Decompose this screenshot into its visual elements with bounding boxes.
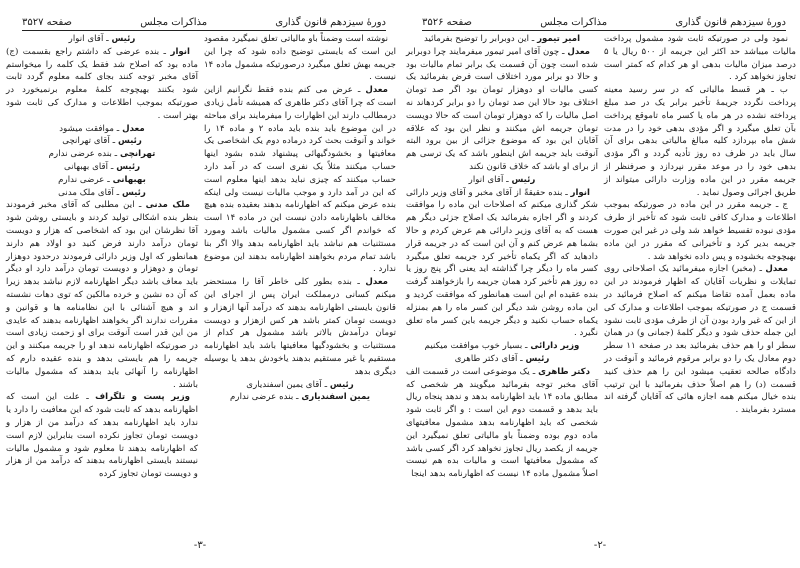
speaker-paragraph: معدل ـ بنده بطور کلی خاطر آقا را مستحضر میکنم کسانی درمملکت ایران پس از اجرای این قانون بایستی اظهارنامه بدهند که درآمد آنها ازهزار و دویست تومان کمتر باشد هر کس ازهزار و دویست تومان درآمدش بالاتر باشد مشمول هر کدام از مستثنیات و بخشودگیها معافیتها باشد باید اظهارنامه مستقیم یا غیر مستقیم بدهند یاخودش بدهد یا بوسیله دیگری بدهد xyxy=(204,277,396,377)
paragraph-text: آقای تهرانچی xyxy=(62,136,110,147)
speaker-paragraph: یمین اسفندیاری ـ بنده عرضی ندارم xyxy=(230,392,370,403)
speaker-name: رئیس xyxy=(117,136,142,147)
text-column-right xyxy=(604,33,796,417)
paragraph-text: ب ـ هر قسط مالیاتی که در سر رسید معینه پرداخت نگردد جریمهٔ تأخیر برابر یک در صد مبلغ پرداخته نشده در هر ماه یا کسر ماه تاموقع پرداخت بآن تعلق میگیرد و اگر مؤدی بدهی خود را در مدت شش ماه بپردازد کلیه مبالغ مالیاتی بدهی برای آن سال باید در ظرف ده روز تأدیه گردد و اگر مؤدی بدهی خود را در موعد مقرر نپردازد و صرفنظر از جریمه مقرر در این ماده وزارت دارائی میتواند از طریق اجرائی وصول نماید . xyxy=(604,85,796,198)
speaker-paragraph: انوار ـ بنده حقیقةً از آقای مخبر و آقای وزیر دارائی شکر گذاری میکنم که اصلاحات این ماده را موافقت کردند و اگر اجازه بفرمائید یک اصلاح جزئی دیگر هم هست که به آقای وزیر دارائی هم عرض کردم و حالا بشما هم عرض کنم و آن این است که در جریمه قرار دادهاید که اگر یکماه تأخیر کرد جریمه تعلق میگیرد کسر ماه را دیگر چرا گذاشته اید یعنی اگر پنج روز یا ده روز هم تأخیر کرد همان جریمه را بازخواهند گرفت بنده عقیده ام این است همانطور که موافقت کردید و این ماده روشن شد دیگر این کسر ماه را هم بمنزله یکماه حساب نکنید و دیگر جریمه باین کسر ماه تعلق نگیرد . xyxy=(406,187,598,339)
paragraph xyxy=(204,33,396,84)
speaker-name: رئیس xyxy=(511,174,536,185)
paragraph-text: چون آقای امیر تیمور میفرمایند چرا دوبرابر شده است چون آن قسمت یک برابر تمام مالیات بود و حالا دو برابر مورد اختلاف است فرض بفرمائید یک کسی مالیات او دوهزار تومان بود اگر صد تومان اختلاف بود حالا این صد تومان را دو برابر کردهاند نه اصل مالیات را که دوهزار تومان است که حالا دویست تومان جریمه اش میکنند و نظر این بود که علاقه آقایان این بود که موضوع جزائی از بین برود البته آنوقت باید جریمه اش اینطور باشد که یک ترسی هم از برای او باشد که خلاف قانون نکند xyxy=(406,46,598,172)
page-number: -۲- xyxy=(593,540,607,551)
speaker-name: ملک مدنی xyxy=(145,200,190,211)
speaker-name: یمین اسفندیاری xyxy=(301,392,370,403)
paragraph-text: آقای ملک مدنی xyxy=(58,187,114,198)
page-label: صفحه ۳۵۲۷ xyxy=(22,17,73,28)
paragraph xyxy=(604,84,796,199)
speaker-paragraph: رئیس ـ آقای دکتر طاهری xyxy=(454,353,550,364)
session-title: دورهٔ سیزدهم قانون گذاری xyxy=(675,17,786,28)
speaker-paragraph: رئیس ـ آقای ملک مدنی xyxy=(58,187,146,198)
paragraph-text: بسیار خوب موافقت میکنیم xyxy=(424,341,523,352)
speaker-paragraph: معدل ـ موافقت میشود xyxy=(59,123,145,134)
paragraph-text: بنده حقیقةً از آقای مخبر و آقای وزیر دارائی شکر گذاری میکنم که اصلاحات این ماده را موافقت کردند و اگر اجازه بفرمائید یک اصلاح جزئی دیگر هم هست که به آقای وزیر دارائی هم عرض کردم و حالا بشما هم عرض کنم و آن این است که در جریمه قرار دادهاید که اگر یکماه تأخیر کرد جریمه تعلق میگیرد کسر ماه را دیگر چرا گذاشته اید یعنی اگر پنج روز یا ده روز هم تأخیر کرد همان جریمه را بازخواهند گرفت بنده عقیده ام این است همانطور که موافقت کردید و این ماده روشن شد دیگر این کسر ماه را هم بمنزله یکماه حساب نکنید و دیگر جریمه باین کسر ماه تعلق نگیرد . xyxy=(406,187,598,339)
paragraph-text: موافقت میشود xyxy=(59,123,115,134)
paragraph-text: (مخبر) اجازه میفرمائید یک اصلاحاتی روی تمایلات و نظریات آقایان که اظهار فرمودند در این ماده بعمل آمده تقاضا میکنم که اصلاح فرمائید در قسمت ج در صورتیکه بموجب اطلاعات و مدارک کی از این که غیر وارد بودن آن از طرف مؤدی ثابت نشود این جمله حذف شود و دیگر کلمهٔ (جمانی و) در همان سطر او را هم حذف بفرمائید بعد در صفحه ۱۱ سطر دوم معادل یک را دو برابر مرقوم فرمائید و آنوقت در دادگاه صالحه تعقیب میشود این را هم حذف کنید قسمت (د) را هم اصلاً حذف بفرمائید با این ترتیب بنده خیال میکنم همه اجازه هائی که آقایان گرفته اند مسترد بفرمایند . xyxy=(604,264,796,416)
speaker-name: وزیر دارائی xyxy=(530,341,580,352)
speaker-paragraph: وزیر پست و تلگراف ـ علت این است که اظهارنامه بدهد که ثابت شود که این معافیت را دارد یا ندارد باید اظهارنامه بدهد که درآمد من از هزار و دویست تومان تجاوز نکرده است بنابراین لازم است که اظهارنامه بدهند تا معلوم شود و مشمول مالیات نیستند بایستی اظهارنامه بدهند که درآمد من از هزار و دویست تومان تجاوز کرده xyxy=(6,392,198,480)
speaker-paragraph: انوار ـ بنده عرضی که داشتم راجع بقسمت (ج) ماده بود که اصلاح شد فقط یک کلمه را میخواستم آقای مخبر توجه کنند بجای کلمه معلوم گردد ثابت شود بکنند بهیچوجه کلمهٔ معلوم برنمیخورد در صورتیکه بموجب اطلاعات و مدارک کی ثابت شود بهتر است . xyxy=(6,46,198,121)
speaker-name: معدل xyxy=(365,85,388,96)
paragraph-text: نوشته است وضمناً باو مالیاتی تعلق نمیگیرد مقصود این است که بایستی توضیح داده شود که چرا این جریمه بهش تعلق میگیرد درصورتیکه مشمول ماده ۱۴ نیست . xyxy=(204,34,396,83)
paragraph-text: بنده عرضی ندارم xyxy=(230,392,294,403)
paragraph-text: بنده بطور کلی خاطر آقا را مستحضر میکنم کسانی درمملکت ایران پس از اجرای این قانون بایستی اظهارنامه بدهند که درآمد آنها ازهزار و دویست تومان کمتر باشد هر کس ازهزار و دویست تومان درآمدش بالاتر باشد مشمول هر کدام از مستثنیات و بخشودگیها معافیتها باشد باید اظهارنامه مستقیم یا غیر مستقیم بدهند یاخودش بدهد یا بوسیله دیگری بدهد xyxy=(204,277,396,377)
paragraph-text: بنده عرضی که داشتم راجع بقسمت (ج) ماده بود که اصلاح شد فقط یک کلمه را میخواستم آقای مخبر توجه کنند بجای کلمه معلوم گردد ثابت شود بکنند بهیچوجه کلمهٔ معلوم برنمیخورد در صورتیکه بموجب اطلاعات و مدارک کی ثابت شود بهتر است . xyxy=(6,46,198,121)
paragraph xyxy=(604,33,796,84)
speaker-name: معدل xyxy=(365,277,388,288)
session-title: دورهٔ سیزدهم قانون گذاری xyxy=(275,17,386,28)
page-number: -۳- xyxy=(193,540,207,551)
speaker-name: تهرانچی xyxy=(120,149,156,160)
speaker-name: رئیس xyxy=(329,379,354,390)
speaker-name: انوار xyxy=(170,46,190,57)
speaker-paragraph: بهبهانی ـ عرضی ندارم xyxy=(58,174,146,185)
paragraph-text: این دوبرابر را توضیح بفرمائید xyxy=(423,34,529,44)
page-3526 xyxy=(400,0,800,568)
speaker-paragraph: رئیس ـ آقای انوار xyxy=(68,34,136,44)
speaker-name: امیر تیمور xyxy=(537,34,581,44)
paragraph xyxy=(604,199,796,263)
paragraph-text: آقای انوار xyxy=(468,174,504,185)
speaker-name: وزیر پست و تلگراف xyxy=(95,392,190,403)
speaker-paragraph: امیر تیمور ـ این دوبرابر را توضیح بفرمائید xyxy=(423,34,581,44)
paragraph-text: علت این است که اظهارنامه بدهد که ثابت شود که این معافیت را دارد یا ندارد باید اظهارنامه بدهد که درآمد من از هزار و دویست تومان تجاوز نکرده است بنابراین لازم است که اظهارنامه بدهند تا معلوم شود و مشمول مالیات نیستند بایستی اظهارنامه بدهند که درآمد من از هزار و دویست تومان تجاوز کرده xyxy=(6,392,198,480)
speaker-paragraph: وزیر دارائی ـ بسیار خوب موافقت میکنیم xyxy=(424,341,580,352)
speaker-paragraph: رئیس ـ آقای تهرانچی xyxy=(62,136,142,147)
speaker-name: دکتر طاهری xyxy=(538,366,590,377)
speaker-paragraph: معدل ـ (مخبر) اجازه میفرمائید یک اصلاحاتی روی تمایلات و نظریات آقایان که اظهار فرمودند در این ماده بعمل آمده تقاضا میکنم که اصلاح فرمائید در قسمت ج در صورتیکه بموجب اطلاعات و مدارک کی از این که غیر وارد بودن آن از طرف مؤدی ثابت نشود این جمله حذف شود و دیگر کلمهٔ (جمانی و) در همان سطر او را هم حذف بفرمائید بعد در صفحه ۱۱ سطر دوم معادل یک را دو برابر مرقوم فرمائید و آنوقت در دادگاه صالحه تعقیب میشود این را هم حذف کنید قسمت (د) را هم اصلاً حذف بفرمائید با این ترتیب بنده خیال میکنم همه اجازه هائی که آقایان گرفته اند مسترد بفرمایند . xyxy=(604,264,796,416)
paragraph-text: این مطلبی که آقای مخبر فرمودند بنظر بنده اشکالی تولید کردند و بایستی روشن شود آقا نظرشان این بود که اشخاصی که هزار و دویست تومان درآمد دارند فرض کنید دو اولاد هم دارند همانطور که اول وزیر دارائی فرمودند درحدود دوهزار تومان و دوهزار و دویست تومان درآمد دارد او دیگر باید معاف باشد دیگر اظهارنامه لازم نباشد بدهد زیرا که آن ده نشین و خرده مالکین که توی دهات نشسته اند و هیچ آشنائی با این نظامنامه ها و قوانین و مقررات ندارند اگر بخواهند اظهارنامه بدهند که عایدی من این قدر است آنوقت برای او زحمت زیادی است در صورتیکه اظهارنامه ندهد او را جریمه میکنند و این جریمه را هم بایستی بدهد و بنده عقیده دارم که اظهارنامه را آنهائی باید بدهند که مشمول مالیات باشند . xyxy=(6,200,198,390)
speaker-name: رئیس xyxy=(121,187,146,198)
text-column-left xyxy=(6,33,198,481)
paragraph-text: ج ـ جریمه مقرر در این ماده در صورتیکه بموجب اطلاعات و مدارک کافی ثابت شود که تأخیر از طرف مؤدی نبوده تقسیط خواهد شد ولی در غیر این صورت جریمه بدیر کرد و تأخیرانی که مقرر در این ماده بهیچوجه بخشوده و پس داده نخواهد شد . xyxy=(604,200,796,262)
speaker-paragraph: رئیس ـ آقای یمین اسفندیاری xyxy=(246,379,354,390)
paragraph-text: آقای یمین اسفندیاری xyxy=(246,379,322,390)
speaker-name: معدل xyxy=(567,46,590,57)
speaker-name: رئیس xyxy=(525,353,550,364)
speaker-paragraph: ملک مدنی ـ این مطلبی که آقای مخبر فرمودند بنظر بنده اشکالی تولید کردند و بایستی روشن شود آقا نظرشان این بود که اشخاصی که هزار و دویست تومان درآمد دارند فرض کنید دو اولاد هم دارند همانطور که اول وزیر دارائی فرمودند درحدود دوهزار تومان و دوهزار و دویست تومان درآمد دارد او دیگر باید معاف باشد دیگر اظهارنامه لازم نباشد بدهد زیرا که آن ده نشین و خرده مالکین که توی دهات نشسته اند و هیچ آشنائی با این نظامنامه ها و قوانین و مقررات ندارند اگر بخواهند اظهارنامه بدهند که عایدی من این قدر است آنوقت برای او زحمت زیادی است در صورتیکه اظهارنامه ندهد او را جریمه میکنند و این جریمه را هم بایستی بدهد و بنده عقیده دارم که اظهارنامه را آنهائی باید بدهند که مشمول مالیات باشند . xyxy=(6,200,198,390)
paragraph-text: عرض می کنم بنده فقط نگرانیم ازاین است که چرا آقای دکتر طاهری که همیشه تأمل زیادی درمطالب دارند این اظهارات را میفرمایند برای مباحثه در این موضوع باید بنده باید ماده ۲ و ماده ۱۴ را خواند و آنوقت بحث کرد درماده دوم یک اشخاصی یک معافیتها و بخشودگیهائی پیشنهاد شده بشود اینها حساب میکنند مثلاً یک نفری است که در آمد دارد حساب میکنند که چیزی نباید بدهد اینها معلوم است که این در آمد دارد و موجب مالیات نیست ولی اینکه بنده عرض میکنم که اظهارنامه بدهند بعقیده بنده هیچ مخالف باظهارنامه دادن نیست این در ماده ۱۴ است که خواندم اگر کسی مشمول مالیات باشد ومورد مستثنیات هم نباشد باید اظهارنامه بدهد والا اگر بنا باشد تمام مردم بخواهند اظهارنامه بدهند این موضوع ندارد . xyxy=(204,85,396,275)
page-label: صفحه ۳۵۲۶ xyxy=(422,17,473,28)
speaker-paragraph: معدل ـ عرض می کنم بنده فقط نگرانیم ازاین است که چرا آقای دکتر طاهری که همیشه تأمل زیادی درمطالب دارند این اظهارات را میفرمایند برای مباحثه در این موضوع باید بنده باید ماده ۲ و ماده ۱۴ را خواند و آنوقت بحث کرد درماده دوم یک اشخاصی یک معافیتها و بخشودگیهائی پیشنهاد شده بشود اینها حساب میکنند مثلاً یک نفری است که در آمد دارد حساب میکنند که چیزی نباید بدهد اینها معلوم است که این در آمد دارد و موجب مالیات نیست ولی اینکه بنده عرض میکنم که اظهارنامه بدهند بعقیده بنده هیچ مخالف باظهارنامه دادن نیست این در ماده ۱۴ است که خواندم اگر کسی مشمول مالیات باشد ومورد مستثنیات هم نباشد باید اظهارنامه بدهد والا اگر بنا باشد تمام مردم بخواهند اظهارنامه بدهند این موضوع ندارد . xyxy=(204,85,396,275)
paragraph-text: عرضی ندارم xyxy=(58,174,105,185)
running-title: مذاکرات مجلس xyxy=(540,17,608,28)
page-header xyxy=(422,8,786,31)
speaker-paragraph: تهرانچی ـ بنده عرضی ندارم xyxy=(48,149,156,160)
speaker-name: معدل xyxy=(122,123,145,134)
page-header xyxy=(22,8,386,31)
speaker-name: بهبهانی xyxy=(112,174,146,185)
paragraph-text: نمود ولی در صورتیکه ثابت شود مشمول پرداخت مالیات میباشد حد اکثر این جریمه از ۵۰۰ ریال یا ۵ درصد میزان مالیات بدهی او هر کدام که کمتر است تجاوز نخواهد کرد . xyxy=(604,34,797,83)
paragraph-text: آقای بهبهانی xyxy=(63,161,109,172)
speaker-paragraph: رئیس ـ آقای بهبهانی xyxy=(63,161,141,172)
speaker-name: رئیس xyxy=(116,161,141,172)
speaker-name: انوار xyxy=(570,187,590,198)
speaker-paragraph: دکتر طاهری ـ یک موضوعی است در قسمت الف آقای مخبر توجه بفرمائید میگویند هر شخصی که مطابق ماده ۱۴ باید اظهارنامه بدهد و ندهد پنجاه ریال باید بدهد و قسمت دوم این است : و اگر ثابت شود شخصی که باید اظهارنامه بدهد مشمول معافیتهای ماده دوم بوده وضمناً باو مالیاتی تعلق نمیگیرد این جریمه از یکصد ریال تجاوز نخواهد کرد اگر کسی باشد که مشمول معافیتها است و مالیات بده هم نیست اصلاً مشمول ماده ۱۴ نیست که اظهارنامه بدهد اینجا xyxy=(406,366,598,480)
paragraph-text: آقای انوار xyxy=(68,34,104,44)
running-title: مذاکرات مجلس xyxy=(140,17,208,28)
text-column-left xyxy=(406,33,598,481)
paragraph-text: یک موضوعی است در قسمت الف آقای مخبر توجه بفرمائید میگویند هر شخصی که مطابق ماده ۱۴ باید اظهارنامه بدهد و ندهد پنجاه ریال باید بدهد و قسمت دوم این است : و اگر ثابت شود شخصی که باید اظهارنامه بدهد مشمول معافیتهای ماده دوم بوده وضمناً باو مالیاتی تعلق نمیگیرد این جریمه از یکصد ریال تجاوز نخواهد کرد اگر کسی باشد که مشمول معافیتها است و مالیات بده هم نیست اصلاً مشمول ماده ۱۴ نیست که اظهارنامه بدهد اینجا xyxy=(406,366,598,480)
speaker-name: رئیس xyxy=(111,34,136,44)
speaker-paragraph: معدل ـ چون آقای امیر تیمور میفرمایند چرا دوبرابر شده است چون آن قسمت یک برابر تمام مالیات بود و حالا دو برابر مورد اختلاف است فرض بفرمائید یک کسی مالیات او دوهزار تومان بود اگر صد تومان اختلاف بود حالا این صد تومان را دو برابر کردهاند نه اصل مالیات را که دوهزار تومان است که حالا دویست تومان جریمه اش میکنند و نظر این بود که علاقه آقایان این بود که موضوع جزائی از بین برود البته آنوقت باید جریمه اش اینطور باشد که یک ترسی هم از برای او باشد که خلاف قانون نکند xyxy=(406,46,598,172)
speaker-name: معدل xyxy=(765,264,788,275)
paragraph-text: آقای دکتر طاهری xyxy=(454,353,518,364)
speaker-paragraph: رئیس ـ آقای انوار xyxy=(468,174,536,185)
text-column-right xyxy=(204,33,396,404)
paragraph-text: بنده عرضی ندارم xyxy=(48,149,112,160)
